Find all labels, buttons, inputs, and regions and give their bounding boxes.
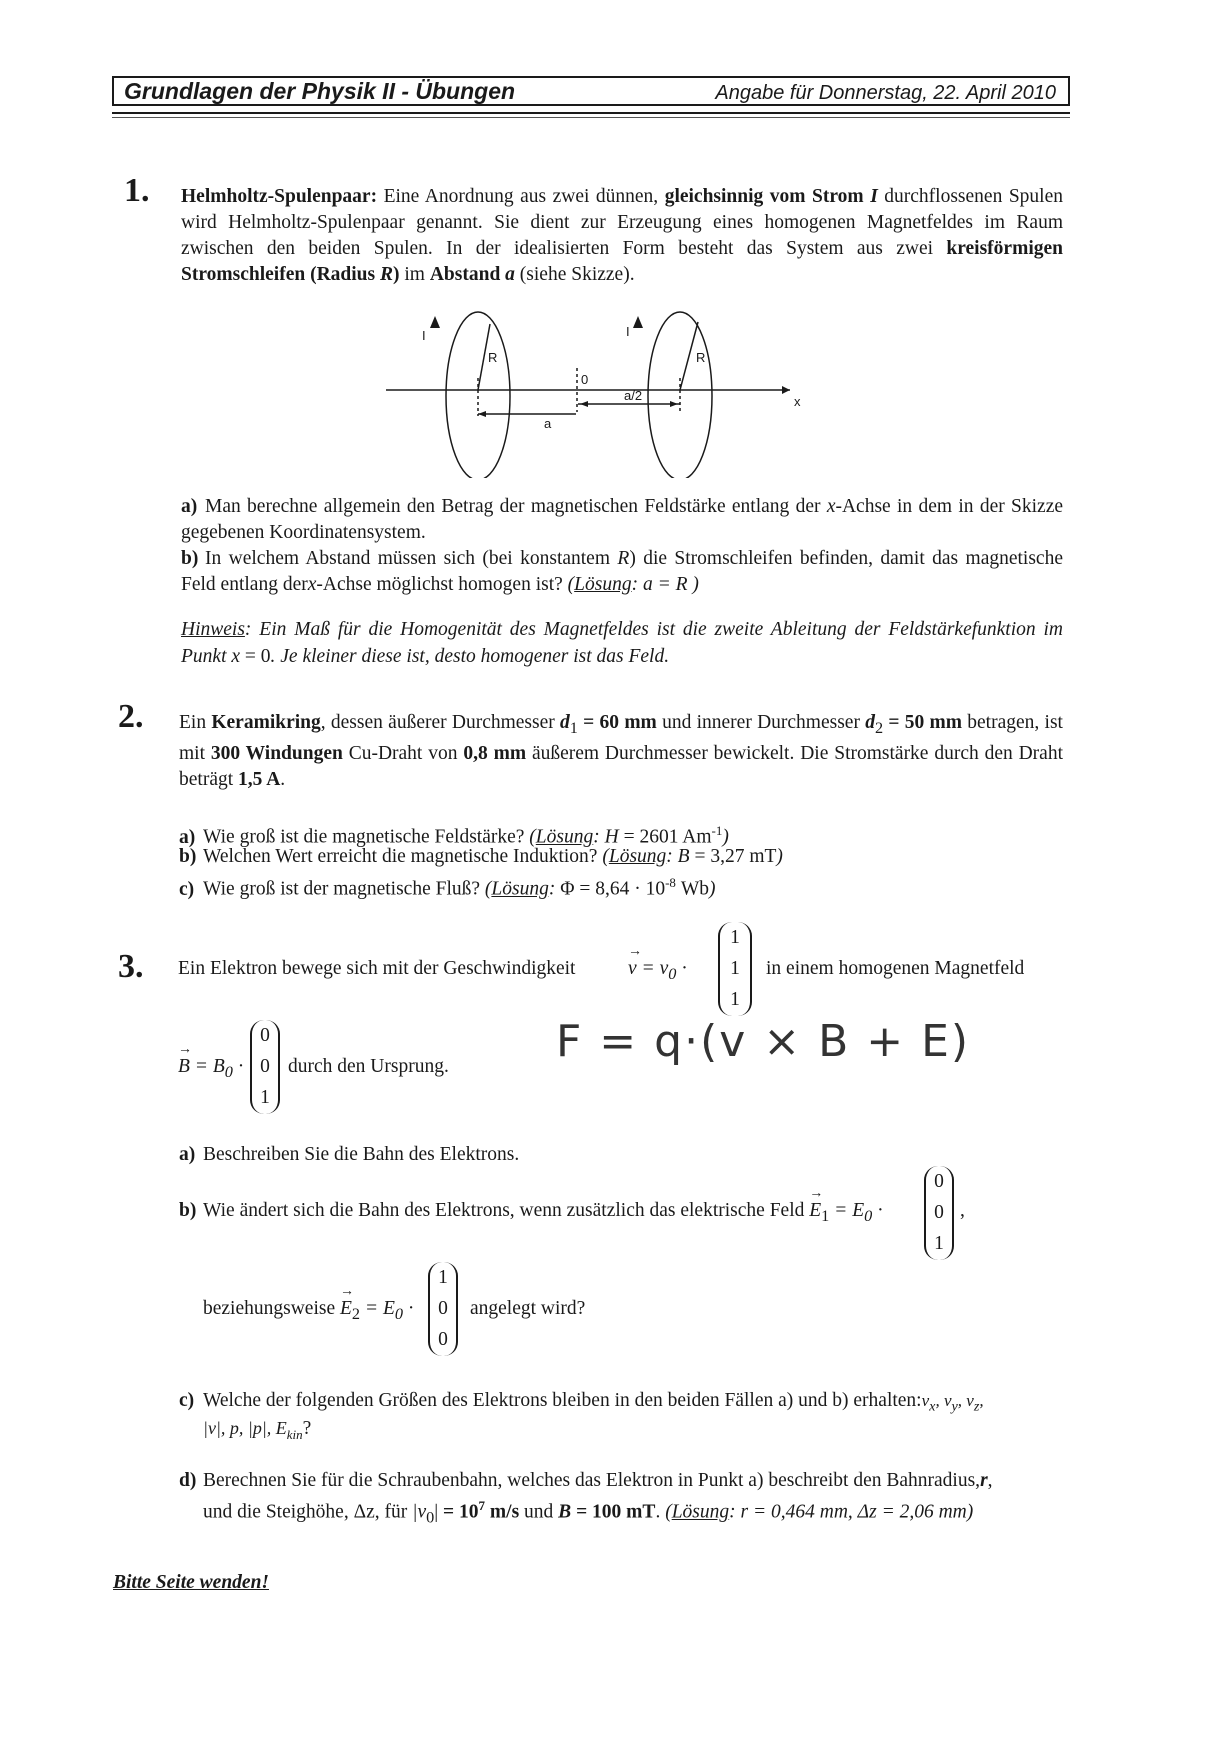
- problem-1a: a) Man berechne allgemein den Betrag der magnetischen Feldstärke entlang der x-Achse in dem in der Skizze gegebenen Koordinatensystem.: [181, 496, 1063, 543]
- velocity-equation: v = v → $_0$ ·: [628, 944, 688, 983]
- problem-3b-alt: beziehungsweise E → $_2 = E_0$ ·: [203, 1284, 415, 1323]
- field-B-equation: B = B → $_0$ ·: [178, 1042, 245, 1081]
- label-R-left: R: [488, 350, 498, 365]
- problem-2a: a) Wie groß ist die magnetische Feldstärke? (Lösung: H = 2601 $Am^{-1}$): [179, 823, 729, 848]
- problem-3b-alt-end: angelegt wird?: [470, 1298, 586, 1319]
- problem-3d: d) Berechnen Sie für die Schraubenbahn, welches das Elektron in Punkt a) beschreibt den Bahnradius,r,: [179, 1470, 993, 1491]
- label-I-left: I: [422, 328, 426, 343]
- label-a-half: a/2: [624, 388, 643, 403]
- problem-1-number: 1.: [124, 172, 150, 209]
- problem-2c: c) Wie groß ist der magnetische Fluß? (Lösung: $\Phi = 8,64 \cdot 10^{-8}$ Wb): [179, 875, 716, 900]
- field-E2-vector: 1 0 0: [428, 1262, 458, 1356]
- problem-3-intro1: Ein Elektron bewege sich mit der Geschwindigkeit: [178, 958, 576, 979]
- label-I-right: I: [626, 324, 630, 339]
- problem-3a: a) Beschreiben Sie die Bahn des Elektrons.: [179, 1144, 520, 1165]
- arrow-a2-right: [670, 401, 678, 407]
- problem-2b: b) Welchen Wert erreicht die magnetische Induktion? (Lösung: B = 3,27 mT): [179, 846, 783, 867]
- handwritten-lorentz-note: F = q·(v × B + E): [556, 1016, 971, 1067]
- problem-1-text: Helmholtz-Spulenpaar: Eine Anordnung aus zwei dünnen, gleichsinnig vom Strom I durchflossenen Spulen wird Helmholtz-Spulenpaar genannt. Sie dient zur Erzeugung eines homogenen Magnetfeldes im Raum zwischen den beiden Spulen. In der idealisierten Form besteht das System aus zwei kreisförmigen Stromschleifen (Radius R) im Abstand a (siehe Skizze).: [181, 186, 1064, 285]
- problem-3d-cont: und die Steighöhe, Δz, für $|v_0| = 10^7$ m/s und B = 100 mT. (Lösung: r = 0,464 mm, Δz = 2,06 mm): [203, 1498, 974, 1527]
- problem-3b: b) Wie ändert sich die Bahn des Elektrons, wenn zusätzlich das elektrische Feld E → $_1 = E_0$ ·: [179, 1186, 884, 1225]
- problem-2-text: Ein Keramikring, dessen äußerer Durchmesser $d_1 = 60$ mm und innerer Durchmesser $d_2 = 50$ mm betragen, ist mit 300 Windungen Cu-Draht von 0,8 mm äußerem Durchmesser bewickelt. Die Stromstärke durch den Draht beträgt 1,5 A.: [179, 712, 1064, 790]
- problem-3c: c) Welche der folgenden Größen des Elektrons bleiben in den beiden Fällen a) und b) $erhalten:v_x$, $v_y$, $v_z$,: [179, 1390, 984, 1415]
- velocity-vector: 1 1 1: [718, 922, 752, 1016]
- label-R-right: R: [696, 350, 706, 365]
- arrow-a-left: [478, 411, 486, 417]
- problem-1b: b) In welchem Abstand müssen sich (bei konstantem R) die Stromschleifen befinden, damit das magnetische Feld entlang derx-Achse möglichst homogen ist? (Lösung: a = R ): [181, 548, 1063, 595]
- coil-right: [648, 312, 712, 478]
- turn-page-note: Bitte Seite wenden!: [113, 1572, 269, 1593]
- coil-left: [446, 312, 510, 478]
- problem-3-intro3: durch den Ursprung.: [288, 1056, 449, 1077]
- helmholtz-figure: [370, 296, 810, 478]
- problem-3b-comma: ,: [960, 1200, 965, 1221]
- header-rule-thin: [112, 117, 1070, 118]
- x-arrow-head: [782, 386, 790, 394]
- label-x: x: [794, 394, 801, 409]
- problem-1-hint: Hinweis: Ein Maß für die Homogenität des Magnetfeldes ist die zweite Ableitung der Feldstärkefunktion im Punkt x = 0. Je kleiner diese ist, desto homogener ist das Feld.: [181, 619, 1063, 667]
- problem-1-title: Helmholtz-Spulenpaar:: [181, 186, 378, 207]
- header-rule: [112, 112, 1070, 114]
- current-arrow-right: [633, 316, 643, 328]
- problem-3c-list: |v|, p, |p|, $E_{kin}$?: [203, 1418, 312, 1442]
- problem-3-number: 3.: [118, 948, 144, 985]
- field-B-vector: 0 0 1: [250, 1020, 280, 1114]
- current-arrow-left: [430, 316, 440, 328]
- problem-3-intro2: in einem homogenen Magnetfeld: [766, 958, 1025, 979]
- problem-2-number: 2.: [118, 698, 144, 735]
- field-E1-vector: 0 0 1: [924, 1166, 954, 1260]
- course-title: Grundlagen der Physik II - Übungen: [124, 78, 516, 104]
- arrow-a2-left: [580, 401, 588, 407]
- label-a: a: [544, 416, 552, 431]
- label-origin: 0: [581, 372, 589, 387]
- sheet-date: Angabe für Donnerstag, 22. April 2010: [715, 82, 1056, 104]
